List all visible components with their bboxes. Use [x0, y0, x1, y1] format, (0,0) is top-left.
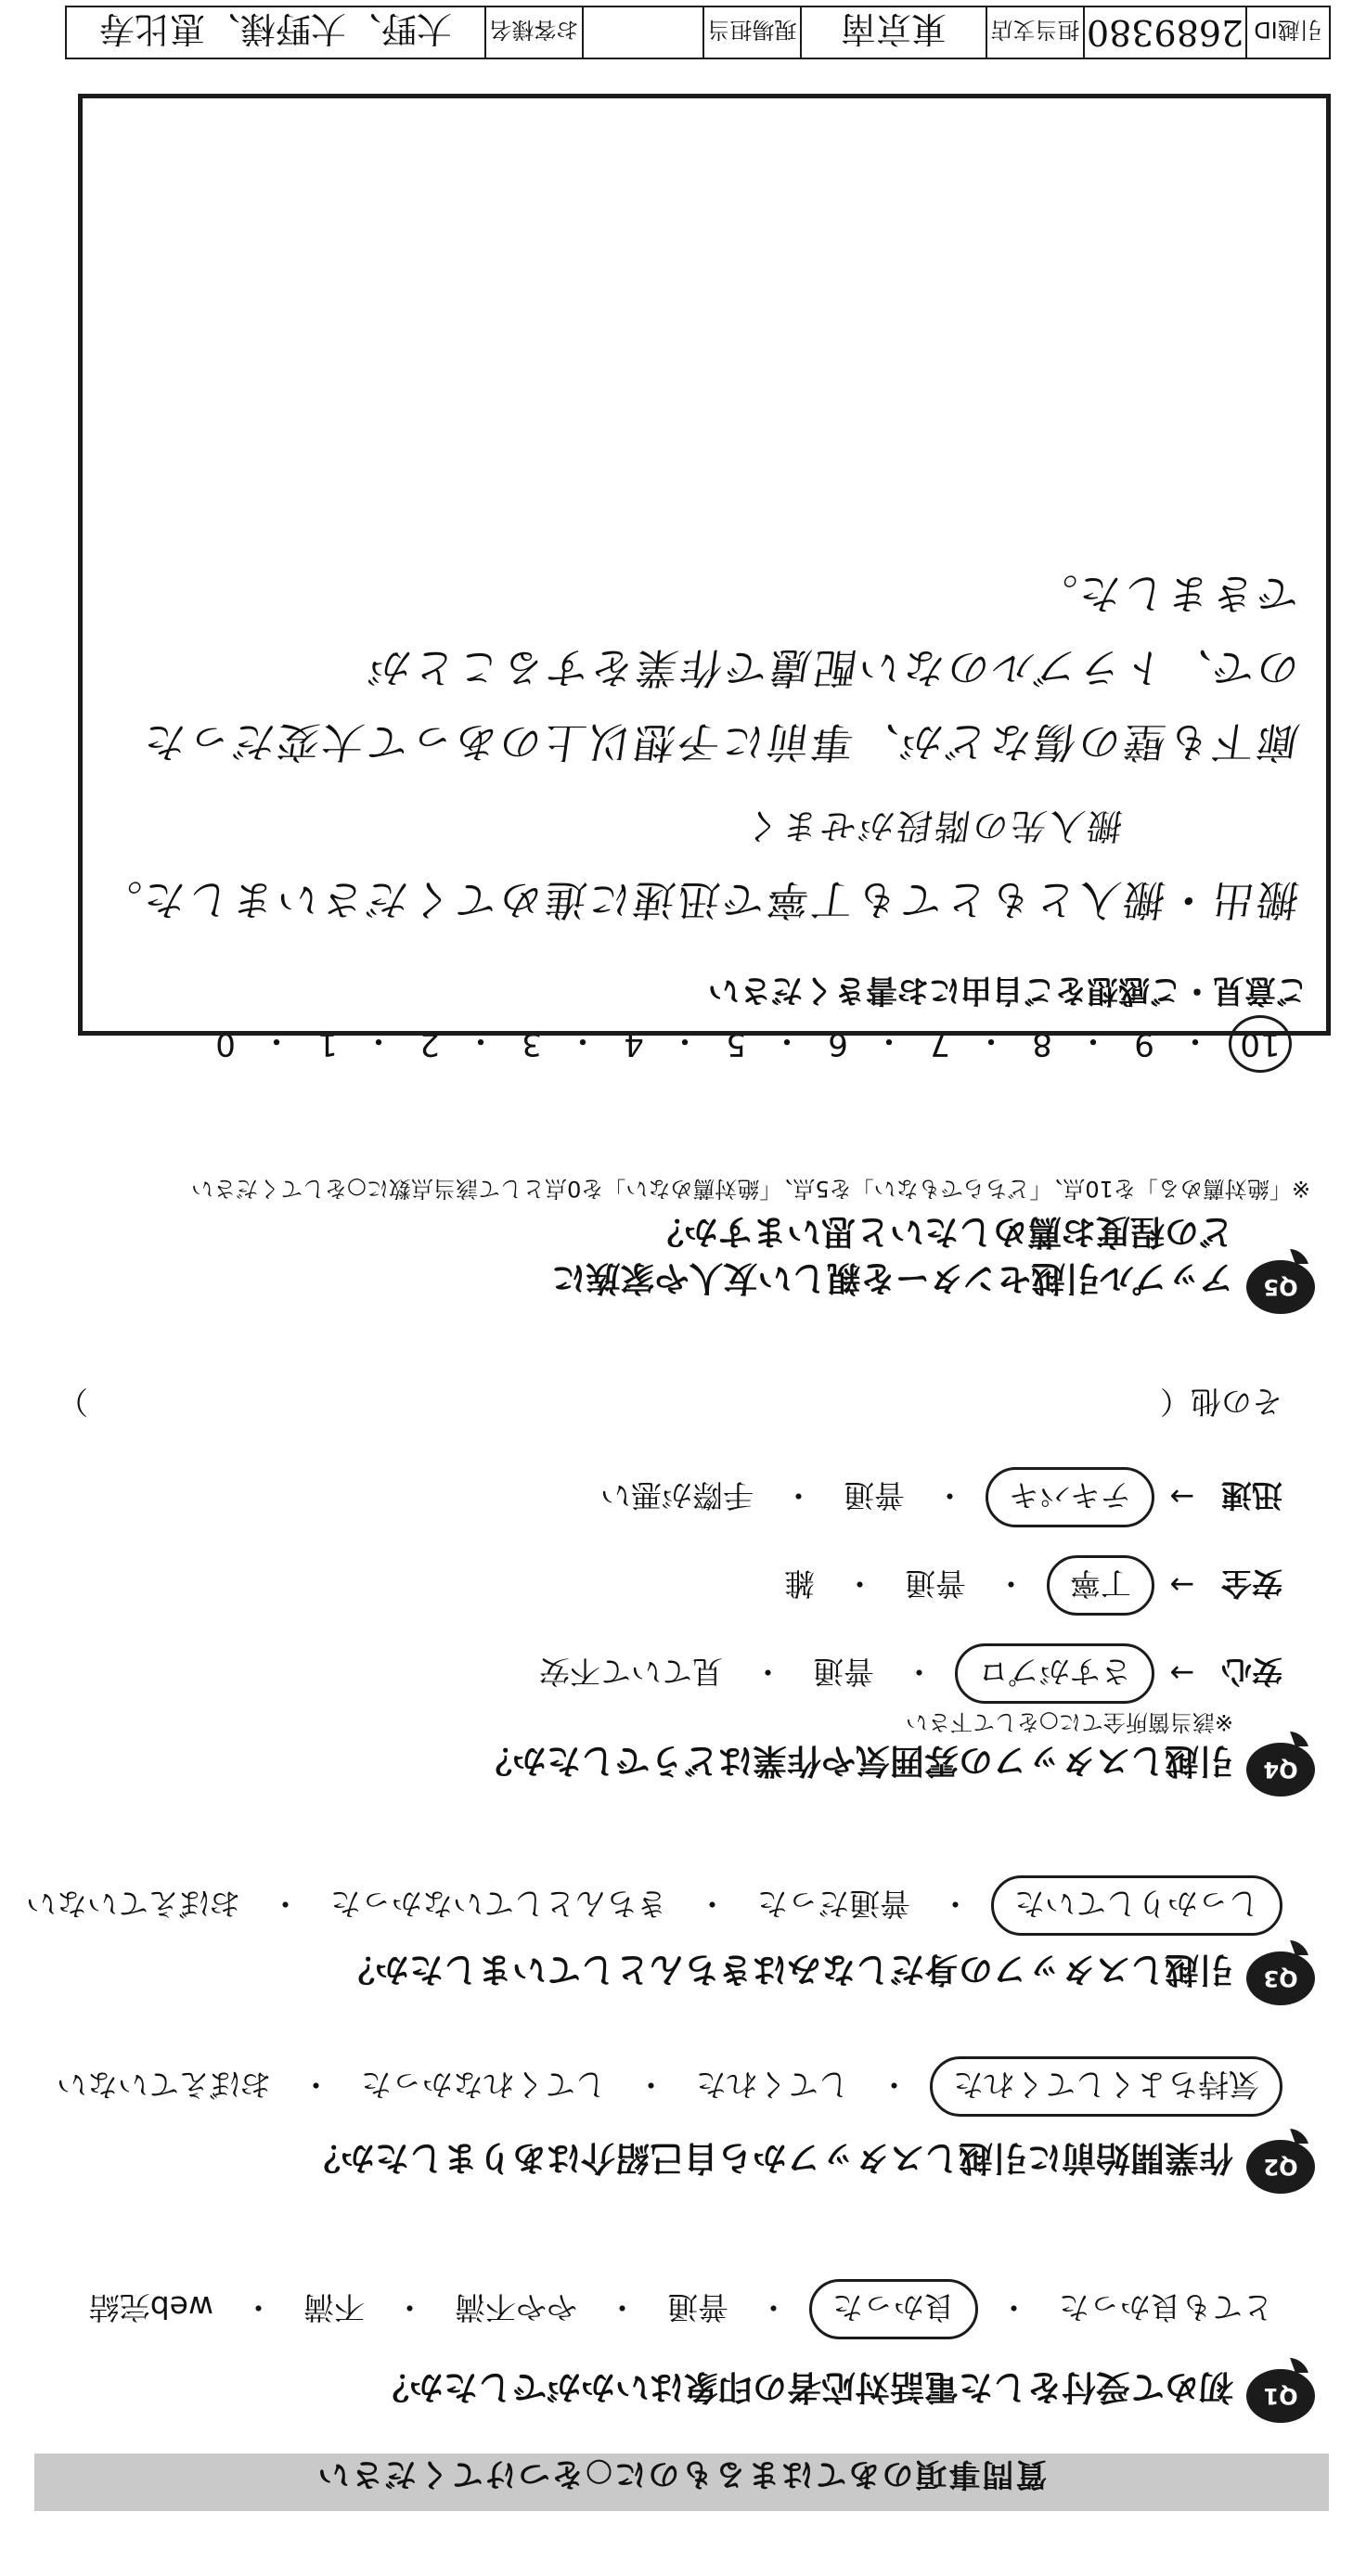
q4-row-2-label: 迅速 [1221, 1477, 1282, 1513]
scale-9[interactable]: 9 [1134, 1025, 1154, 1063]
scale-4[interactable]: 4 [624, 1025, 644, 1063]
scale-8[interactable]: 8 [1032, 1025, 1052, 1063]
footer-table [65, 6, 1331, 59]
q4-row-0-option-1[interactable]: 普通 [813, 1654, 874, 1690]
q4-row-1-option-1[interactable]: 普通 [905, 1565, 966, 1602]
q4-other-label: その他（ [1160, 1384, 1282, 1420]
q4-row-0-option-0-selected[interactable]: さすがプロ [955, 1643, 1154, 1704]
instruction-text: 質問事項のあてはまるものに○をつけてください [316, 2455, 1048, 2492]
q4-note: ※該当箇所全てに○をして下さい [905, 1709, 1233, 1735]
q4-row-anzen: 安全 → 丁寧 ・ 普通 ・ 雑 [775, 1555, 1282, 1616]
q4-row-1-label: 安全 [1221, 1565, 1282, 1602]
q5-note: ※「絶対薦める」を10点、「どちらでもない」を5点、「絶対薦めない」を0点として該当点数に○をしてください [191, 1176, 1310, 1202]
q1-option-5[interactable]: web完結 [88, 2289, 213, 2325]
q4-row-anshin: 安心 → さすがプロ ・ 普通 ・ 見ていて不安 [530, 1643, 1282, 1704]
q5-text-line2: どの程度お薦めしたいと思いますか？ [650, 1212, 1233, 1252]
q2-option-2[interactable]: してくれなかった [361, 2067, 606, 2103]
q1-text: 初めて受付をした電話対応者の印象はいかがでしたか？ [375, 2367, 1233, 2407]
comment-title: ご意見・ご感想をご自由にお書きください [708, 972, 1308, 1009]
scale-1[interactable]: 1 [317, 1025, 338, 1063]
q4-badge: Q4 [1246, 1743, 1315, 1797]
q5-scale: 10 ・ 9 ・ 8 ・ 7 ・ 6 ・ 5 ・ 4 ・ 3 ・ 2 ・ 1 ・ 0 [208, 1015, 1282, 1073]
move-id-value: 2689380 [1083, 7, 1245, 58]
q4-row-0-option-2[interactable]: 見ていて不安 [539, 1654, 723, 1690]
q1-option-1-selected[interactable]: 良かった [809, 2279, 978, 2339]
label-customer: お客様名 [484, 7, 582, 58]
q3-badge: Q3 [1246, 1951, 1315, 2005]
q1-option-0[interactable]: とても良かった [1059, 2289, 1273, 2325]
scale-0[interactable]: 0 [215, 1025, 236, 1063]
q4-row-1-option-2[interactable]: 雑 [784, 1565, 815, 1602]
scale-7[interactable]: 7 [930, 1025, 950, 1063]
q3-option-0-selected[interactable]: しっかりしていた [991, 1875, 1282, 1936]
scale-10-selected[interactable]: 10 [1229, 1015, 1292, 1073]
q1-option-2[interactable]: 普通 [667, 2289, 728, 2325]
q4-other-row [58, 1382, 1282, 1425]
q4-row-2-option-2[interactable]: 手際が悪い [600, 1477, 754, 1513]
site-staff-value [582, 7, 702, 58]
q3-option-3[interactable]: おぼえていない [26, 1886, 240, 1922]
comment-box[interactable] [78, 94, 1331, 1036]
q5-badge: Q5 [1246, 1260, 1315, 1314]
q4-row-1-option-0-selected[interactable]: 丁寧 [1047, 1555, 1154, 1616]
q2-badge: Q2 [1246, 2140, 1315, 2194]
q3-text: 引越しスタッフの身だしなみはきちんとしていましたか？ [341, 1950, 1233, 1990]
q4-text: 引越しスタッフの雰囲気や作業はどうでしたか？ [478, 1741, 1233, 1781]
q2-options: 気持ちよくしてくれた ・ してくれた ・ してくれなかった ・ おぼえていない [47, 2056, 1282, 2117]
instruction-header [34, 2454, 1329, 2511]
q5-text-line1: アップル引越センターを親しい友人や家族に [551, 1258, 1233, 1298]
q4-row-0-label: 安心 [1221, 1654, 1282, 1690]
q1-options: とても良かった ・ 良かった ・ 普通 ・ やや不満 ・ 不満 ・ web完結 [80, 2279, 1282, 2339]
label-branch: 担当支店 [986, 7, 1083, 58]
q3-option-1[interactable]: 普通だった [757, 1886, 910, 1922]
q2-option-3[interactable]: おぼえていない [57, 2067, 271, 2103]
arrow-icon: → [1169, 1567, 1195, 1604]
q2-option-1[interactable]: してくれた [696, 2067, 849, 2103]
q3-options: しっかりしていた ・ 普通だった ・ きちんとしていなかった ・ おぼえていない [17, 1875, 1282, 1936]
comment-line-5: できました。 [1027, 569, 1303, 618]
q1-badge: Q1 [1246, 2369, 1315, 2423]
q4-row-2-option-0-selected[interactable]: テキパキ [986, 1467, 1154, 1527]
q3-option-2[interactable]: きちんとしていなかった [330, 1886, 667, 1922]
customer-name-value: 大野、大野様、恵比寿 [99, 8, 453, 50]
scale-3[interactable]: 3 [522, 1025, 542, 1063]
branch-value: 東京南 [800, 7, 986, 58]
comment-line-3: 廊下も壁の傷などが、事前に予想以上のあって大変だった [137, 717, 1303, 766]
scale-5[interactable]: 5 [726, 1025, 746, 1063]
arrow-icon: → [1169, 1655, 1195, 1692]
label-move-id: 引越ID [1245, 7, 1329, 58]
comment-line-1: 搬出・搬入ともとても丁寧で迅速に進めてくださいました。 [92, 875, 1303, 924]
q4-row-2-option-1[interactable]: 普通 [844, 1477, 905, 1513]
q2-text: 作業開始前に引越しスタッフから自己紹介はありましたか？ [306, 2138, 1233, 2178]
q1-option-3[interactable]: やや不満 [455, 2289, 577, 2325]
arrow-icon: → [1169, 1479, 1195, 1515]
scale-2[interactable]: 2 [419, 1025, 440, 1063]
comment-line-2: 搬入先の階段がせまく [739, 805, 1126, 846]
q1-option-4[interactable]: 不満 [303, 2289, 365, 2325]
label-site-staff: 現場担当 [702, 7, 800, 58]
q4-other-close: ） [58, 1384, 88, 1420]
q2-option-0-selected[interactable]: 気持ちよくしてくれた [930, 2056, 1282, 2117]
q4-row-jinsoku: 迅速 → テキパキ ・ 普通 ・ 手際が悪い [591, 1467, 1282, 1527]
comment-line-4: ので、トラブルのない配慮で作業をすることが [362, 643, 1303, 692]
scale-6[interactable]: 6 [828, 1025, 848, 1063]
